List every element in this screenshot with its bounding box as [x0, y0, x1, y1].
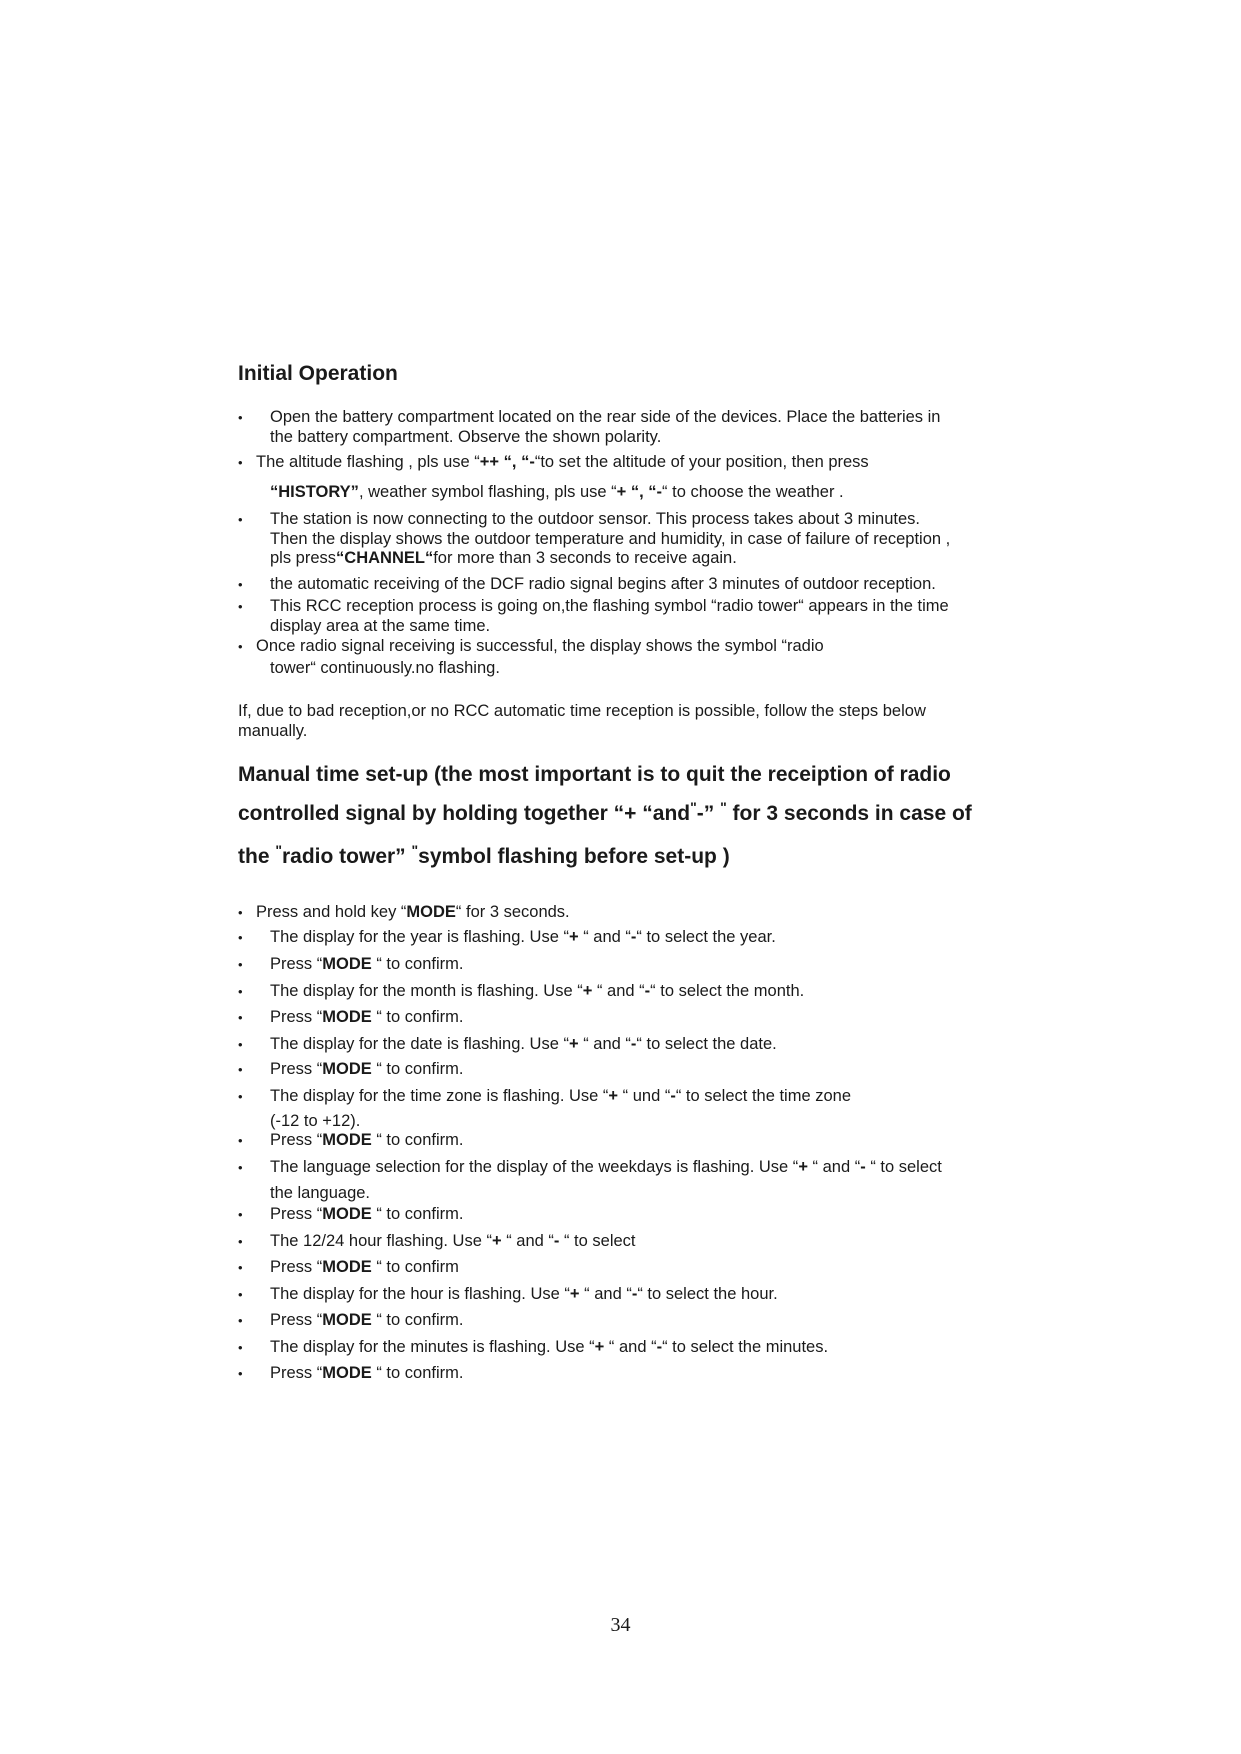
list-item: • Open the battery compartment located on the rear side of the devices. Place the batteries in the battery compartment. Observe the shown polarity. [238, 408, 941, 446]
list-item: • Press “MODE “ to confirm. [238, 1060, 464, 1078]
initial-operation-list [238, 408, 1028, 677]
list-item: • The 12/24 hour flashing. Use “+ “ and “- “ to select [238, 1232, 636, 1250]
list-item: • Press “MODE “ to confirm. [238, 955, 464, 973]
list-item: • Press “MODE “ to confirm. [238, 1364, 464, 1382]
bullet: • [238, 639, 243, 654]
list-item: • The station is now connecting to the outdoor sensor. This process takes about 3 minutes. Then the display shows the outdoor temperature and humidity, in case of failure of reception , pls press“CHANNEL“for more than 3 seconds to receive again. [238, 510, 951, 567]
page-number: 34 [610, 1614, 631, 1636]
list-item: • the automatic receiving of the DCF radio signal begins after 3 minutes of outdoor reception. [238, 575, 936, 593]
list-item: • The display for the hour is flashing. Use “+ “ and “-“ to select the hour. [238, 1285, 778, 1303]
bullet: • [238, 577, 243, 592]
list-item: • Press “MODE “ to confirm. [238, 1008, 464, 1026]
list-item: • The altitude flashing , pls use “++ “, “-“to set the altitude of your position, then press “HISTORY”, weather symbol flashing, pls use “+ “, “-“ to choose the weather . [238, 453, 869, 501]
list-item: • Press “MODE “ to confirm. [238, 1131, 464, 1149]
reception-note: If, due to bad reception,or no RCC automatic time reception is possible, follow the steps below manually. [238, 702, 926, 740]
bullet: • [238, 455, 243, 470]
initial-operation-heading: Initial Operation [238, 362, 398, 385]
list-item: • The display for the time zone is flashing. Use “+ “ und “-“ to select the time zone (-12 to +12). [238, 1087, 851, 1130]
list-item: • The display for the minutes is flashing. Use “+ “ and “-“ to select the minutes. [238, 1338, 829, 1356]
list-item: • This RCC reception process is going on,the flashing symbol “radio tower“ appears in the time display area at the same time. [238, 597, 949, 635]
manual-setup-list [238, 903, 1028, 1391]
list-item: • The display for the date is flashing. Use “+ “ and “-“ to select the date. [238, 1035, 777, 1053]
list-item: • The display for the month is flashing. Use “+ “ and “-“ to select the month. [238, 982, 805, 1000]
list-item: • Press “MODE “ to confirm [238, 1258, 459, 1276]
bullet: • [238, 599, 243, 614]
list-item: • Press and hold key “MODE“ for 3 seconds. [238, 903, 570, 921]
manual-setup-heading: Manual time set-up (the most important is to quit the receiption of radio controlled signal by holding together “+ “and"-” " for 3 seconds in case of the "radio tower” "symbol flashing before set-up ) [238, 763, 972, 868]
list-item: • The display for the year is flashing. Use “+ “ and “-“ to select the year. [238, 928, 776, 946]
list-item: • Press “MODE “ to confirm. [238, 1205, 464, 1223]
bullet: • [238, 512, 243, 527]
bullet: • [238, 410, 243, 425]
list-item: • Once radio signal receiving is successful, the display shows the symbol “radio tower“ continuously.no flashing. [238, 637, 824, 677]
list-item: • The language selection for the display of the weekdays is flashing. Use “+ “ and “- “ to select the language. [238, 1158, 942, 1202]
list-item: • Press “MODE “ to confirm. [238, 1311, 464, 1329]
